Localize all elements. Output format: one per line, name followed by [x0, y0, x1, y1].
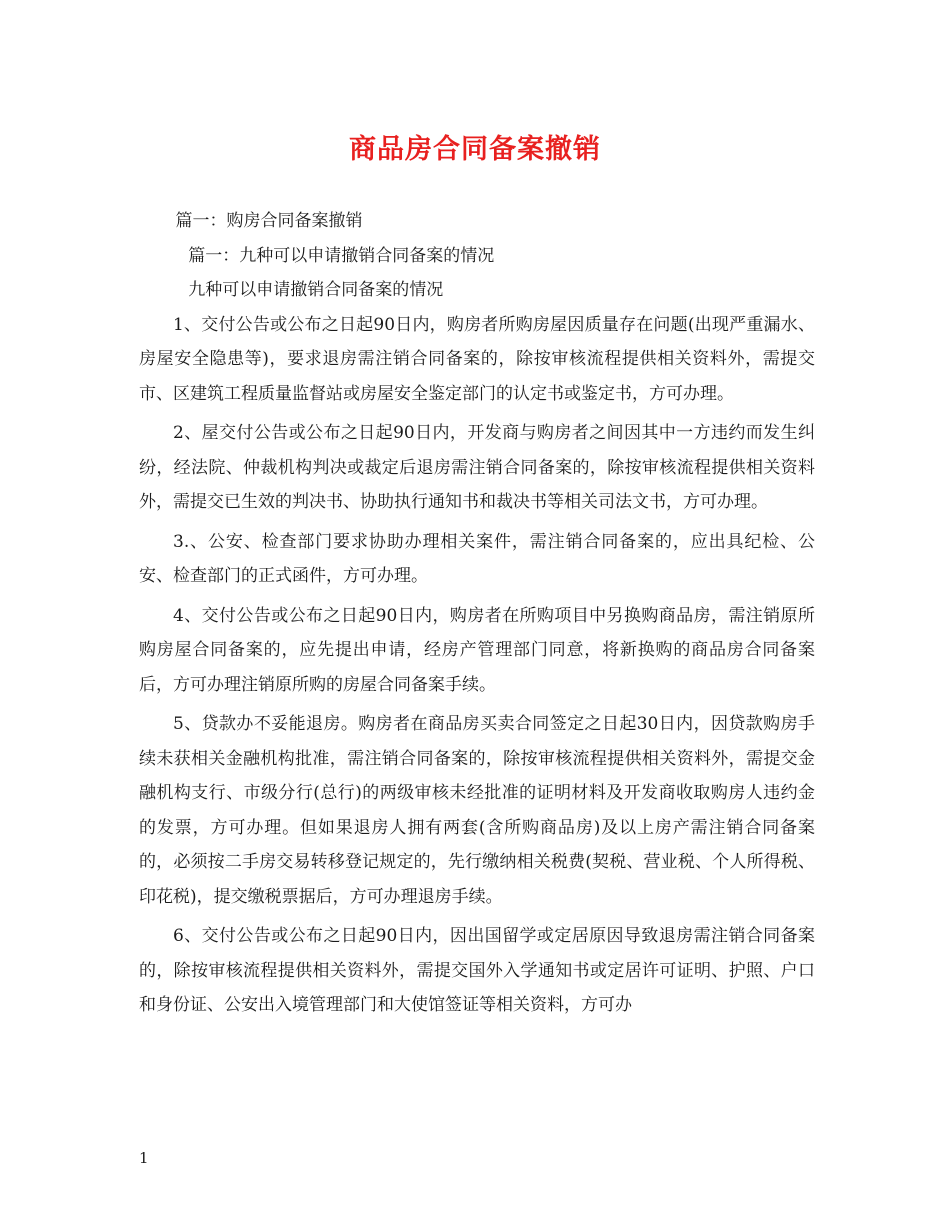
- body-paragraph: 5、贷款办不妥能退房。购房者在商品房买卖合同签定之日起30日内，因贷款购房手续未获相关金融机构批准，需注销合同备案的，除按审核流程提供相关资料外，需提交金融机构支行、市级分行(总行)的两级审核未经批准的证明材料及开发商收取购房人违约金的发票，方可办理。但如果退房人拥有两套(含所购商品房)及以上房产需注销合同备案的，必须按二手房交易转移登记规定的，先行缴纳相关税费(契税、营业税、个人所得税、印花税)，提交缴税票据后，方可办理退房手续。: [139, 714, 815, 907]
- section-heading: 篇一：购房合同备案撤销: [175, 211, 363, 231]
- body-paragraph: 3.、公安、检查部门要求协助办理相关案件，需注销合同备案的，应出具纪检、公安、检查部门的正式函件，方可办理。: [139, 531, 815, 586]
- body-paragraph: 6、交付公告或公布之日起90日内，因出国留学或定居原因导致退房需注销合同备案的，除按审核流程提供相关资料外，需提交国外入学通知书或定居许可证明、护照、户口和身份证、公安出入境管理部门和大使馆签证等相关资料，方可办: [139, 926, 815, 1015]
- section-heading: 九种可以申请撤销合同备案的情况: [188, 280, 444, 300]
- body-paragraph: 2、屋交付公告或公布之日起90日内，开发商与购房者之间因其中一方违约而发生纠纷，经法院、仲裁机构判决或裁定后退房需注销合同备案的，除按审核流程提供相关资料外，需提交已生效的判决书、协助执行通知书和裁决书等相关司法文书，方可办理。: [139, 423, 815, 512]
- document-title: 商品房合同备案撤销: [349, 134, 601, 165]
- section-heading: 篇一：九种可以申请撤销合同备案的情况: [188, 245, 495, 266]
- body-paragraph: 4、交付公告或公布之日起90日内，购房者在所购项目中另换购商品房，需注销原所购房屋合同备案的，应先提出申请，经房产管理部门同意，将新换购的商品房合同备案后，方可办理注销原所购的房屋合同备案手续。: [139, 605, 815, 695]
- body-paragraph: 1、交付公告或公布之日起90日内，购房者所购房屋因质量存在问题(出现严重漏水、房屋安全隐患等)，要求退房需注销合同备案的，除按审核流程提供相关资料外，需提交市、区建筑工程质量监督站或房屋安全鉴定部门的认定书或鉴定书，方可办理。: [139, 314, 815, 404]
- document-body: [139, 204, 815, 1023]
- page-number: 1: [139, 1149, 149, 1167]
